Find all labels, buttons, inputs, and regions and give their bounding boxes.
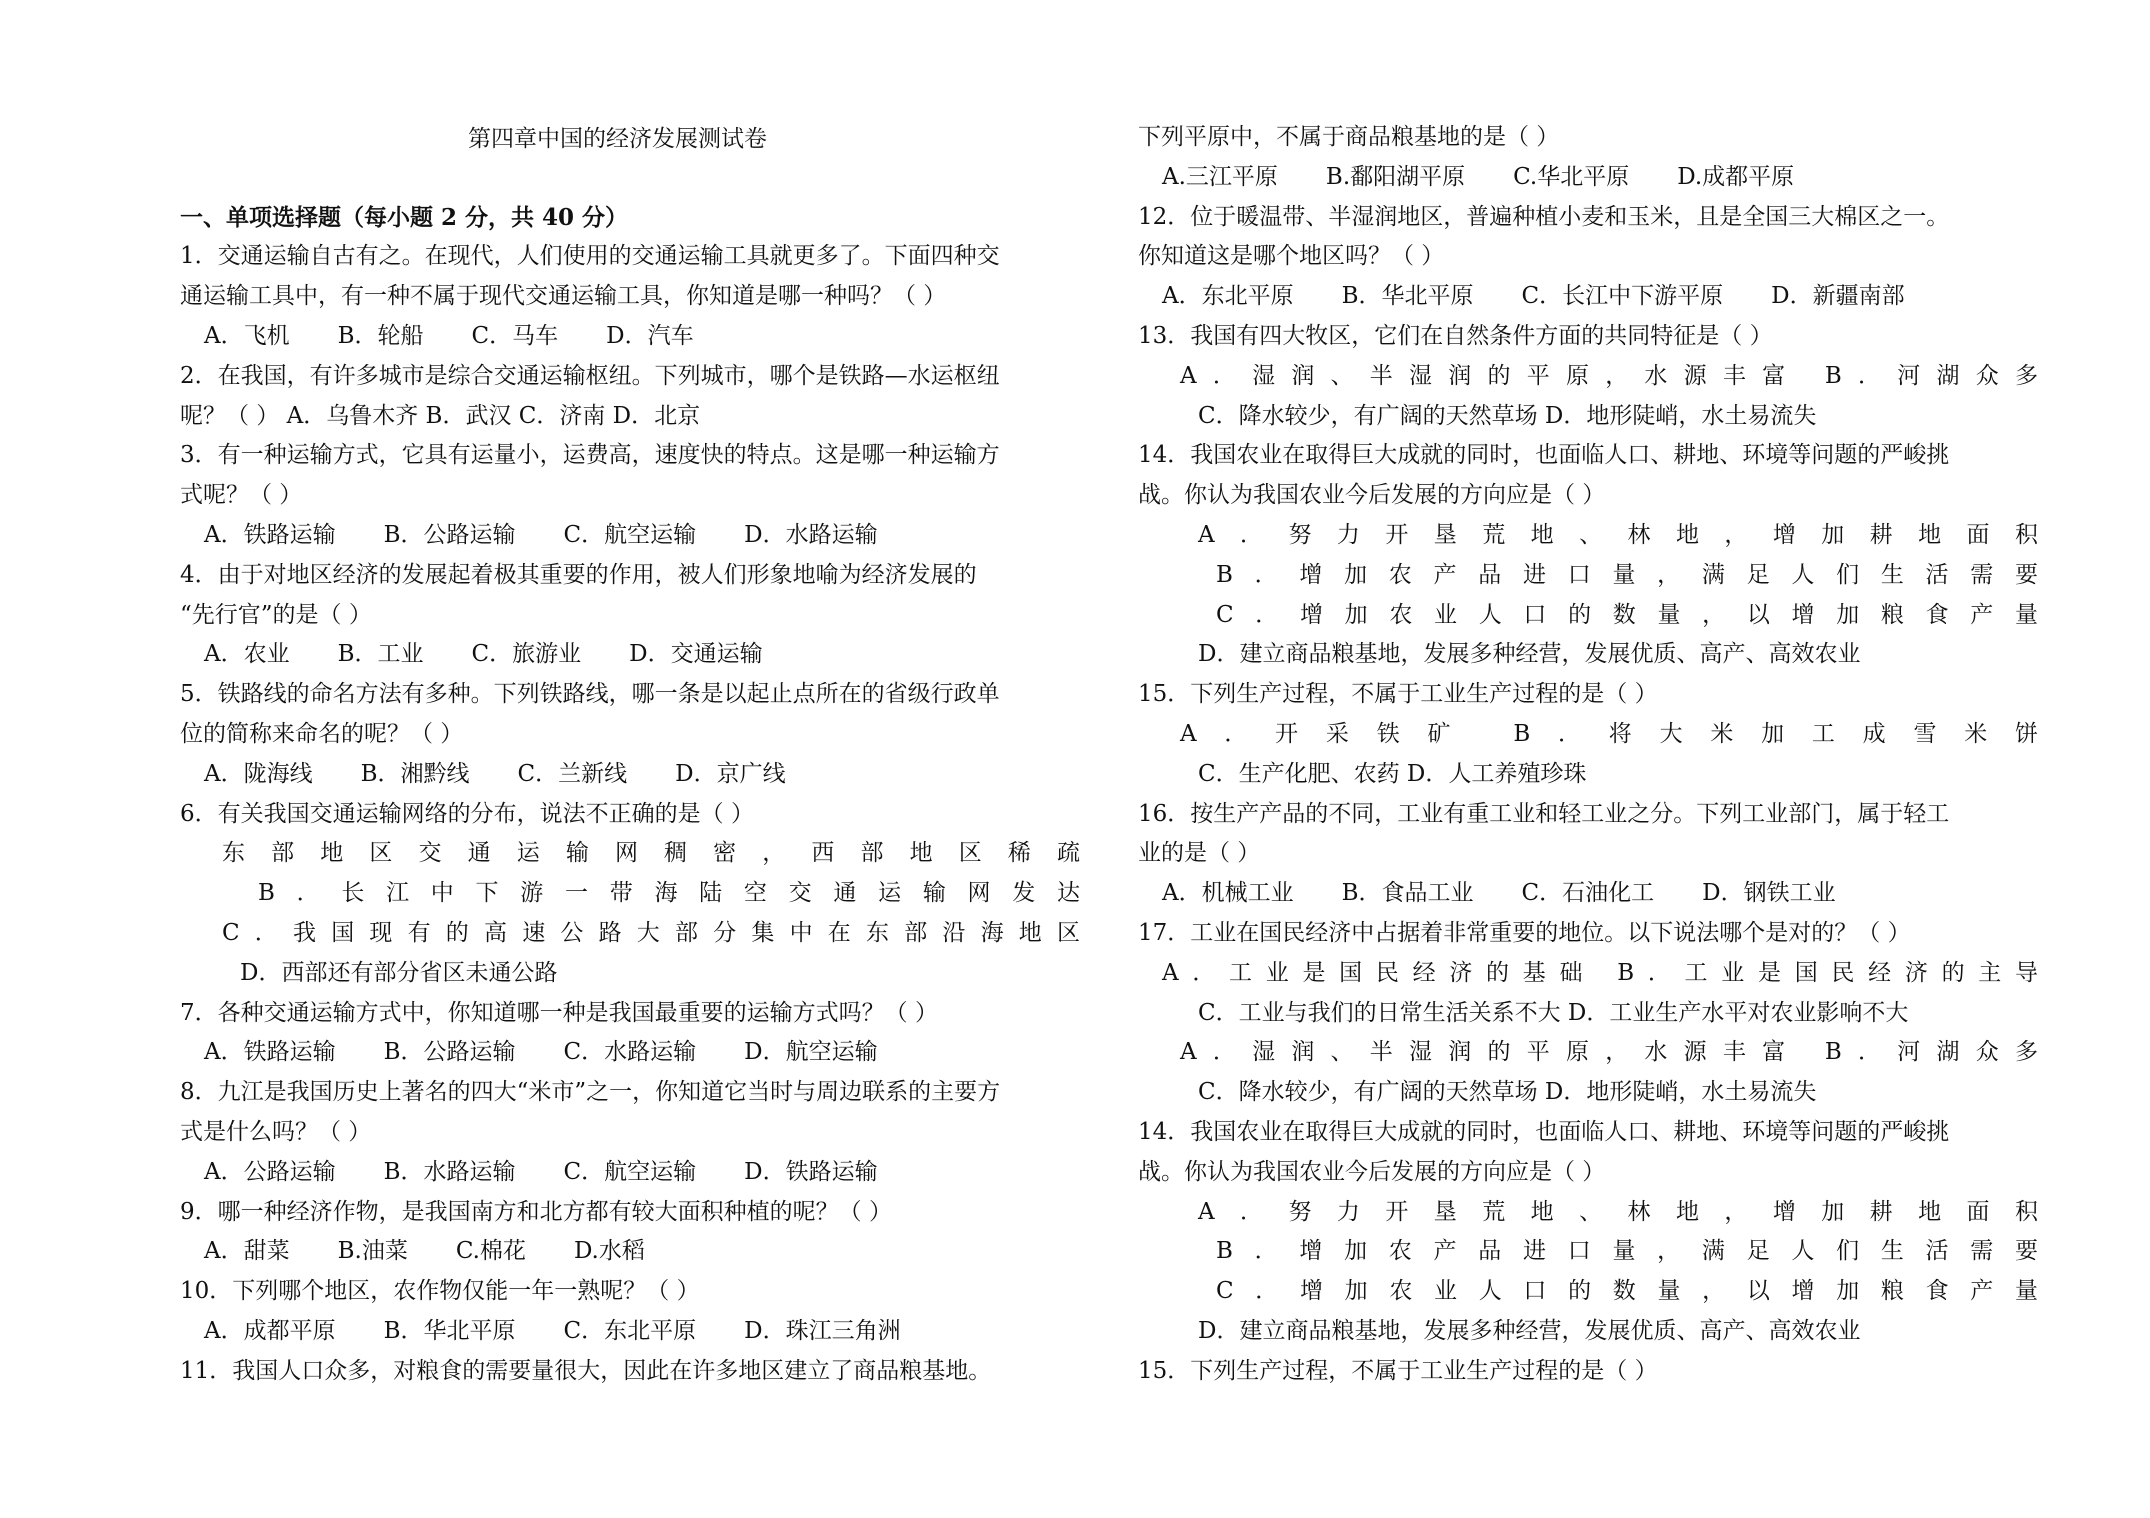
- text-line: A．工业是国民经济的基础 B．工业是国民经济的主导: [1162, 959, 2038, 986]
- text-line: B．增加农产品进口量，满足人们生活需要: [1216, 1238, 2038, 1265]
- text-line: C．增加农业人口的数量，以增加粮食产量: [1216, 1278, 2038, 1305]
- answer-option: D．交通运输: [629, 641, 763, 668]
- text-line: 3．有一种运输方式，它具有运量小，运费高，速度快的特点。这是哪一种运输方: [180, 442, 1000, 469]
- answer-option: A．铁路运输: [204, 1039, 336, 1066]
- text-line: A．努力开垦荒地、林地，增加耕地面积: [1198, 521, 2038, 548]
- answer-option: B.油菜: [337, 1238, 408, 1265]
- answer-option: C．东北平原: [563, 1317, 697, 1344]
- text-line: 12．位于暖温带、半湿润地区，普遍种植小麦和玉米，且是全国三大棉区之一。: [1138, 203, 1950, 230]
- text-line: A．努力开垦荒地、林地，增加耕地面积: [1198, 1198, 2038, 1225]
- answer-option: C．水路运输: [563, 1039, 697, 1066]
- text-line: 位的简称来命名的呢？（ ）: [180, 720, 464, 747]
- answer-options: [180, 317, 1080, 357]
- text-line: C．增加农业人口的数量，以增加粮食产量: [1216, 601, 2038, 628]
- answer-option: A．农业: [204, 641, 290, 668]
- text-line: 东部地区交通运输网稠密，西部地区稀疏: [222, 840, 1080, 867]
- answer-option: B．轮船: [337, 322, 424, 349]
- text-line: 16．按生产产品的不同，工业有重工业和轻工业之分。下列工业部门，属于轻工: [1138, 800, 1950, 827]
- answer-option: A．陇海线: [204, 760, 313, 787]
- answer-option: A．机械工业: [1162, 880, 1294, 907]
- answer-option: B．湘黔线: [360, 760, 470, 787]
- text-line: D．建立商品粮基地，发展多种经营，发展优质、高产、高效农业: [1198, 1317, 1861, 1344]
- left-column: [180, 118, 1080, 1392]
- text-line: 战。你认为我国农业今后发展的方向应是（ ）: [1138, 1158, 1606, 1185]
- answer-option: C．航空运输: [563, 1158, 697, 1185]
- text-line: C．降水较少，有广阔的天然草场 D．地形陡峭，水土易流失: [1198, 1079, 1817, 1106]
- text-line: C．降水较少，有广阔的天然草场 D．地形陡峭，水土易流失: [1198, 402, 1817, 429]
- answer-option: D．钢铁工业: [1702, 880, 1836, 907]
- answer-option: D．汽车: [606, 322, 694, 349]
- answer-options: [180, 635, 1080, 675]
- answer-options: [180, 755, 1080, 795]
- text-line: 你知道这是哪个地区吗？（ ）: [1138, 243, 1445, 270]
- answer-option: C．航空运输: [563, 521, 697, 548]
- text-line: 战。你认为我国农业今后发展的方向应是（ ）: [1138, 482, 1606, 509]
- text-line: 2．在我国，有许多城市是综合交通运输枢纽。下列城市，哪个是铁路—水运枢纽: [180, 362, 1000, 389]
- text-line: 下列平原中，不属于商品粮基地的是（ ）: [1138, 124, 1560, 150]
- text-line: C．工业与我们的日常生活关系不大 D．工业生产水平对农业影响不大: [1198, 999, 1909, 1026]
- text-line: 13．我国有四大牧区，它们在自然条件方面的共同特征是（ ）: [1138, 322, 1773, 349]
- answer-option: B．华北平原: [383, 1317, 516, 1344]
- text-line: 业的是（ ）: [1138, 840, 1261, 867]
- answer-option: D．京广线: [675, 760, 786, 787]
- answer-options: [180, 516, 1080, 556]
- answer-option: D．珠江三角洲: [744, 1317, 901, 1344]
- section-heading: 一、单项选择题（每小题 2 分，共 40 分）: [180, 203, 629, 231]
- right-column: [1138, 118, 2038, 1392]
- answer-option: C．马车: [471, 322, 559, 349]
- text-line: D．建立商品粮基地，发展多种经营，发展优质、高产、高效农业: [1198, 641, 1861, 668]
- answer-option: C．长江中下游平原: [1521, 283, 1724, 310]
- text-line: 通运输工具中，有一种不属于现代交通运输工具，你知道是哪一种吗？（ ）: [180, 283, 947, 310]
- text-line: 10．下列哪个地区，农作物仅能一年一熟呢？（ ）: [180, 1278, 700, 1305]
- page-title: 第四章中国的经济发展测试卷: [468, 126, 767, 152]
- answer-option: B．华北平原: [1341, 283, 1474, 310]
- answer-option: D．水路运输: [744, 521, 878, 548]
- text-line: D．西部还有部分省区未通公路: [240, 959, 558, 986]
- answer-option: D．航空运输: [744, 1039, 878, 1066]
- text-line: 11．我国人口众多，对粮食的需要量很大，因此在许多地区建立了商品粮基地。: [180, 1357, 992, 1384]
- answer-option: C.棉花: [455, 1238, 526, 1265]
- text-line: [180, 118, 1080, 158]
- answer-option: C．兰新线: [517, 760, 628, 787]
- answer-option: A．铁路运输: [204, 521, 336, 548]
- text-line: 14．我国农业在取得巨大成就的同时，也面临人口、耕地、环境等问题的严峻挑: [1138, 1118, 1950, 1145]
- answer-option: B．公路运输: [383, 521, 516, 548]
- text-line: A．湿润、半湿润的平原，水源丰富 B．河湖众多: [1180, 1039, 2038, 1066]
- text-line: C．我国现有的高速公路大部分集中在东部沿海地区: [222, 919, 1080, 946]
- answer-option: D．新疆南部: [1771, 283, 1905, 310]
- answer-option: C．旅游业: [471, 641, 582, 668]
- text-line: 1．交通运输自古有之。在现代，人们使用的交通运输工具就更多了。下面四种交: [180, 243, 1000, 270]
- text-line: [180, 158, 1080, 198]
- answer-option: A．甜菜: [204, 1238, 290, 1265]
- answer-option: A．成都平原: [204, 1317, 336, 1344]
- text-line: 4．由于对地区经济的发展起着极其重要的作用，被人们形象地喻为经济发展的: [180, 561, 977, 588]
- text-line: 式是什么吗？（ ）: [180, 1118, 372, 1145]
- answer-options: [180, 1033, 1080, 1073]
- text-line: 式呢？（ ）: [180, 482, 303, 509]
- answer-option: B．工业: [337, 641, 424, 668]
- text-line: 9．哪一种经济作物，是我国南方和北方都有较大面积种植的呢？（ ）: [180, 1198, 892, 1225]
- answer-option: A．飞机: [204, 322, 290, 349]
- text-line: 15．下列生产过程，不属于工业生产过程的是（ ）: [1138, 1357, 1658, 1384]
- answer-options: [180, 1232, 1080, 1272]
- text-line: A．开采铁矿 B．将大米加工成雪米饼: [1180, 720, 2038, 747]
- answer-options: [1138, 277, 2038, 317]
- answer-option: B．水路运输: [383, 1158, 516, 1185]
- text-line: 8．九江是我国历史上著名的四大“米市”之一，你知道它当时与周边联系的主要方: [180, 1079, 1001, 1106]
- text-line: 7．各种交通运输方式中，你知道哪一种是我国最重要的运输方式吗？（ ）: [180, 999, 938, 1026]
- answer-option: B.鄱阳湖平原: [1325, 163, 1466, 190]
- text-line: A．湿润、半湿润的平原，水源丰富 B．河湖众多: [1180, 362, 2038, 389]
- text-line: B．增加农产品进口量，满足人们生活需要: [1216, 561, 2038, 588]
- text-line: 14．我国农业在取得巨大成就的同时，也面临人口、耕地、环境等问题的严峻挑: [1138, 442, 1950, 469]
- answer-option: A．公路运输: [204, 1158, 336, 1185]
- text-line: 6．有关我国交通运输网络的分布，说法不正确的是（ ）: [180, 800, 754, 827]
- answer-option: D.水稻: [573, 1238, 645, 1265]
- answer-options: [1138, 874, 2038, 914]
- text-line: C．生产化肥、农药 D．人工养殖珍珠: [1198, 760, 1587, 787]
- text-line: 呢？（ ） A．乌鲁木齐 B．武汉 C．济南 D．北京: [180, 402, 701, 429]
- answer-option: D.成都平原: [1677, 163, 1795, 190]
- answer-options: [1138, 158, 2038, 198]
- answer-option: A.三江平原: [1162, 163, 1278, 190]
- answer-option: C.华北平原: [1513, 163, 1630, 190]
- text-line: 5．铁路线的命名方法有多种。下列铁路线，哪一条是以起止点所在的省级行政单: [180, 681, 1000, 708]
- answer-option: A．东北平原: [1162, 283, 1294, 310]
- answer-option: C．石油化工: [1521, 880, 1655, 907]
- answer-options: [180, 1312, 1080, 1352]
- answer-option: B．食品工业: [1341, 880, 1474, 907]
- text-line: 15．下列生产过程，不属于工业生产过程的是（ ）: [1138, 681, 1658, 708]
- answer-option: B．公路运输: [383, 1039, 516, 1066]
- answer-options: [180, 1153, 1080, 1193]
- answer-option: D．铁路运输: [744, 1158, 878, 1185]
- text-line: “先行官”的是（ ）: [180, 601, 372, 628]
- text-line: B．长江中下游一带海陆空交通运输网发达: [258, 880, 1080, 907]
- text-line: 17．工业在国民经济中占据着非常重要的地位。以下说法哪个是对的？（ ）: [1138, 919, 1911, 946]
